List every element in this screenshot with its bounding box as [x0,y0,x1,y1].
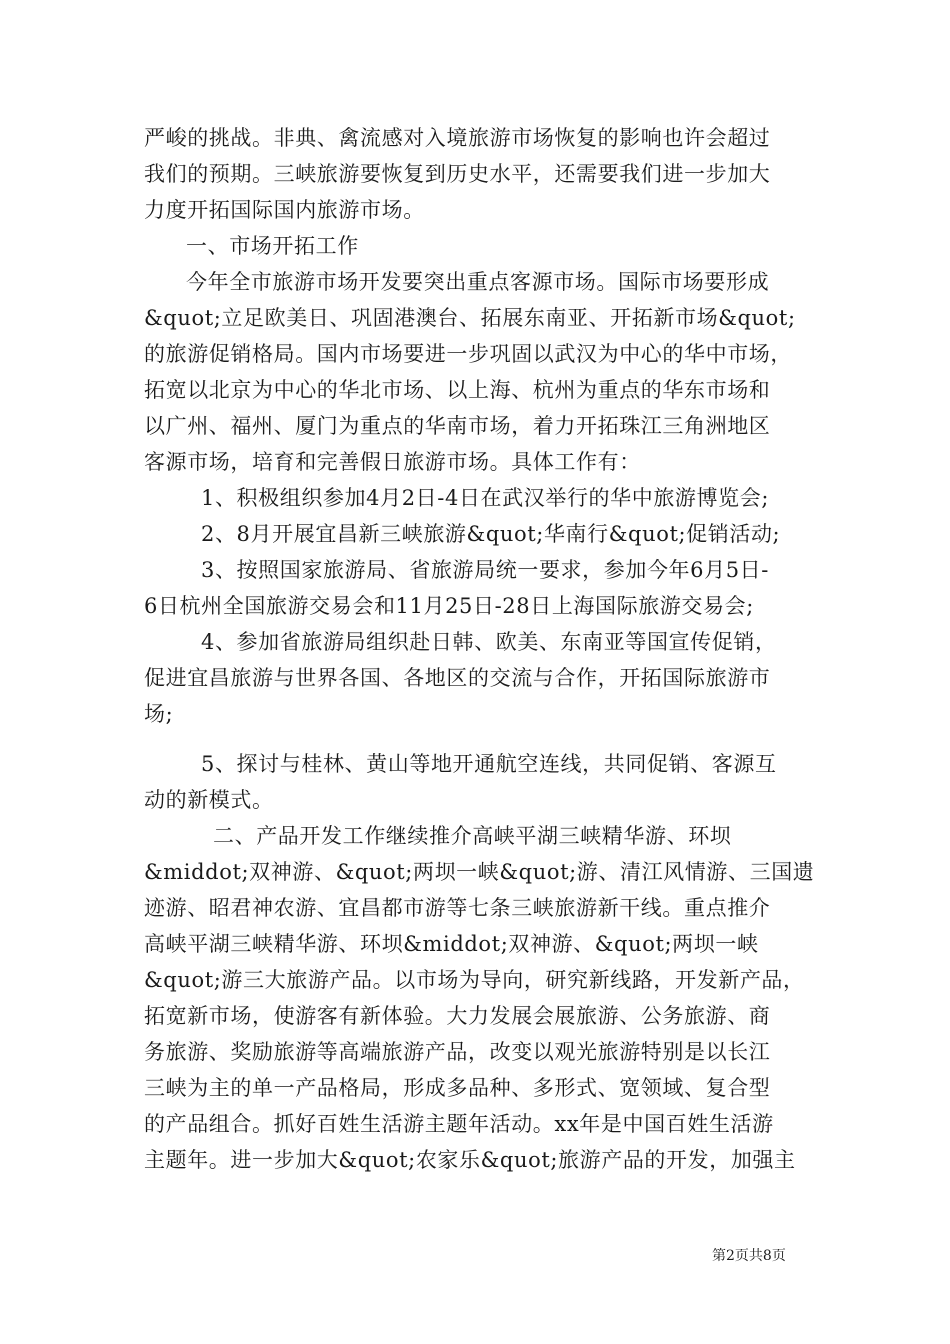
text-line: 客源市场，培育和完善假日旅游市场。具体工作有： [144,450,641,474]
text-line: 严峻的挑战。非典、禽流感对入境旅游市场恢复的影响也许会超过 [144,126,771,150]
text-line: 的旅游促销格局。国内市场要进一步巩固以武汉为中心的华中市场， [144,342,792,366]
text-line: 三峡为主的单一产品格局，形成多品种、多形式、宽领域、复合型 [144,1076,771,1100]
text-line: 主题年。进一步加大&quot;农家乐&quot;旅游产品的开发，加强主 [144,1148,796,1172]
section-heading: 一、市场开拓工作 [186,234,359,258]
list-item: 4、参加省旅游局组织赴日韩、欧美、东南亚等国宣传促销， [201,630,777,654]
text-line: 务旅游、奖励旅游等高端旅游产品，改变以观光旅游特别是以长江 [144,1040,771,1064]
list-item: 1、积极组织参加4月2日-4日在武汉举行的华中旅游博览会; [201,486,770,510]
text-line: 迹游、昭君神农游、宜昌都市游等七条三峡旅游新干线。重点推介 [144,896,771,920]
text-line: 今年全市旅游市场开发要突出重点客源市场。国际市场要形成 [186,270,770,294]
list-item: 3、按照国家旅游局、省旅游局统一要求，参加今年6月5日- [201,558,769,582]
text-line: 力度开拓国际国内旅游市场。 [144,198,425,222]
text-line: &quot;立足欧美日、巩固港澳台、拓展东南亚、开拓新市场&quot; [144,306,796,330]
text-line: 拓宽新市场，使游客有新体验。大力发展会展旅游、公务旅游、商 [144,1004,771,1028]
section-heading: 二、产品开发工作继续推介高峡平湖三峡精华游、环坝 [213,824,732,848]
text-line: 动的新模式。 [144,788,274,812]
list-item: 5、探讨与桂林、黄山等地开通航空连线，共同促销、客源互 [201,752,777,776]
text-line: 促进宜昌旅游与世界各国、各地区的交流与合作，开拓国际旅游市 [144,666,771,690]
text-line: 我们的预期。三峡旅游要恢复到历史水平，还需要我们进一步加大 [144,162,771,186]
text-line: 的产品组合。抓好百姓生活游主题年活动。xx年是中国百姓生活游 [144,1112,774,1136]
text-line: &quot;游三大旅游产品。以市场为导向，研究新线路，开发新产品， [144,968,805,992]
list-item: 2、8月开展宜昌新三峡旅游&quot;华南行&quot;促销活动; [201,522,781,546]
text-line: 拓宽以北京为中心的华北市场、以上海、杭州为重点的华东市场和 [144,378,771,402]
text-line: 高峡平湖三峡精华游、环坝&middot;双神游、&quot;两坝一峡 [144,932,759,956]
text-line: &middot;双神游、&quot;两坝一峡&quot;游、清江风情游、三国遗 [144,860,815,884]
text-line: 6日杭州全国旅游交易会和11月25日-28日上海国际旅游交易会; [144,594,754,618]
text-line: 以广州、福州、厦门为重点的华南市场，着力开拓珠江三角洲地区 [144,414,771,438]
text-line: 场; [144,702,174,726]
page-number: 第2页共8页 [712,1248,786,1264]
